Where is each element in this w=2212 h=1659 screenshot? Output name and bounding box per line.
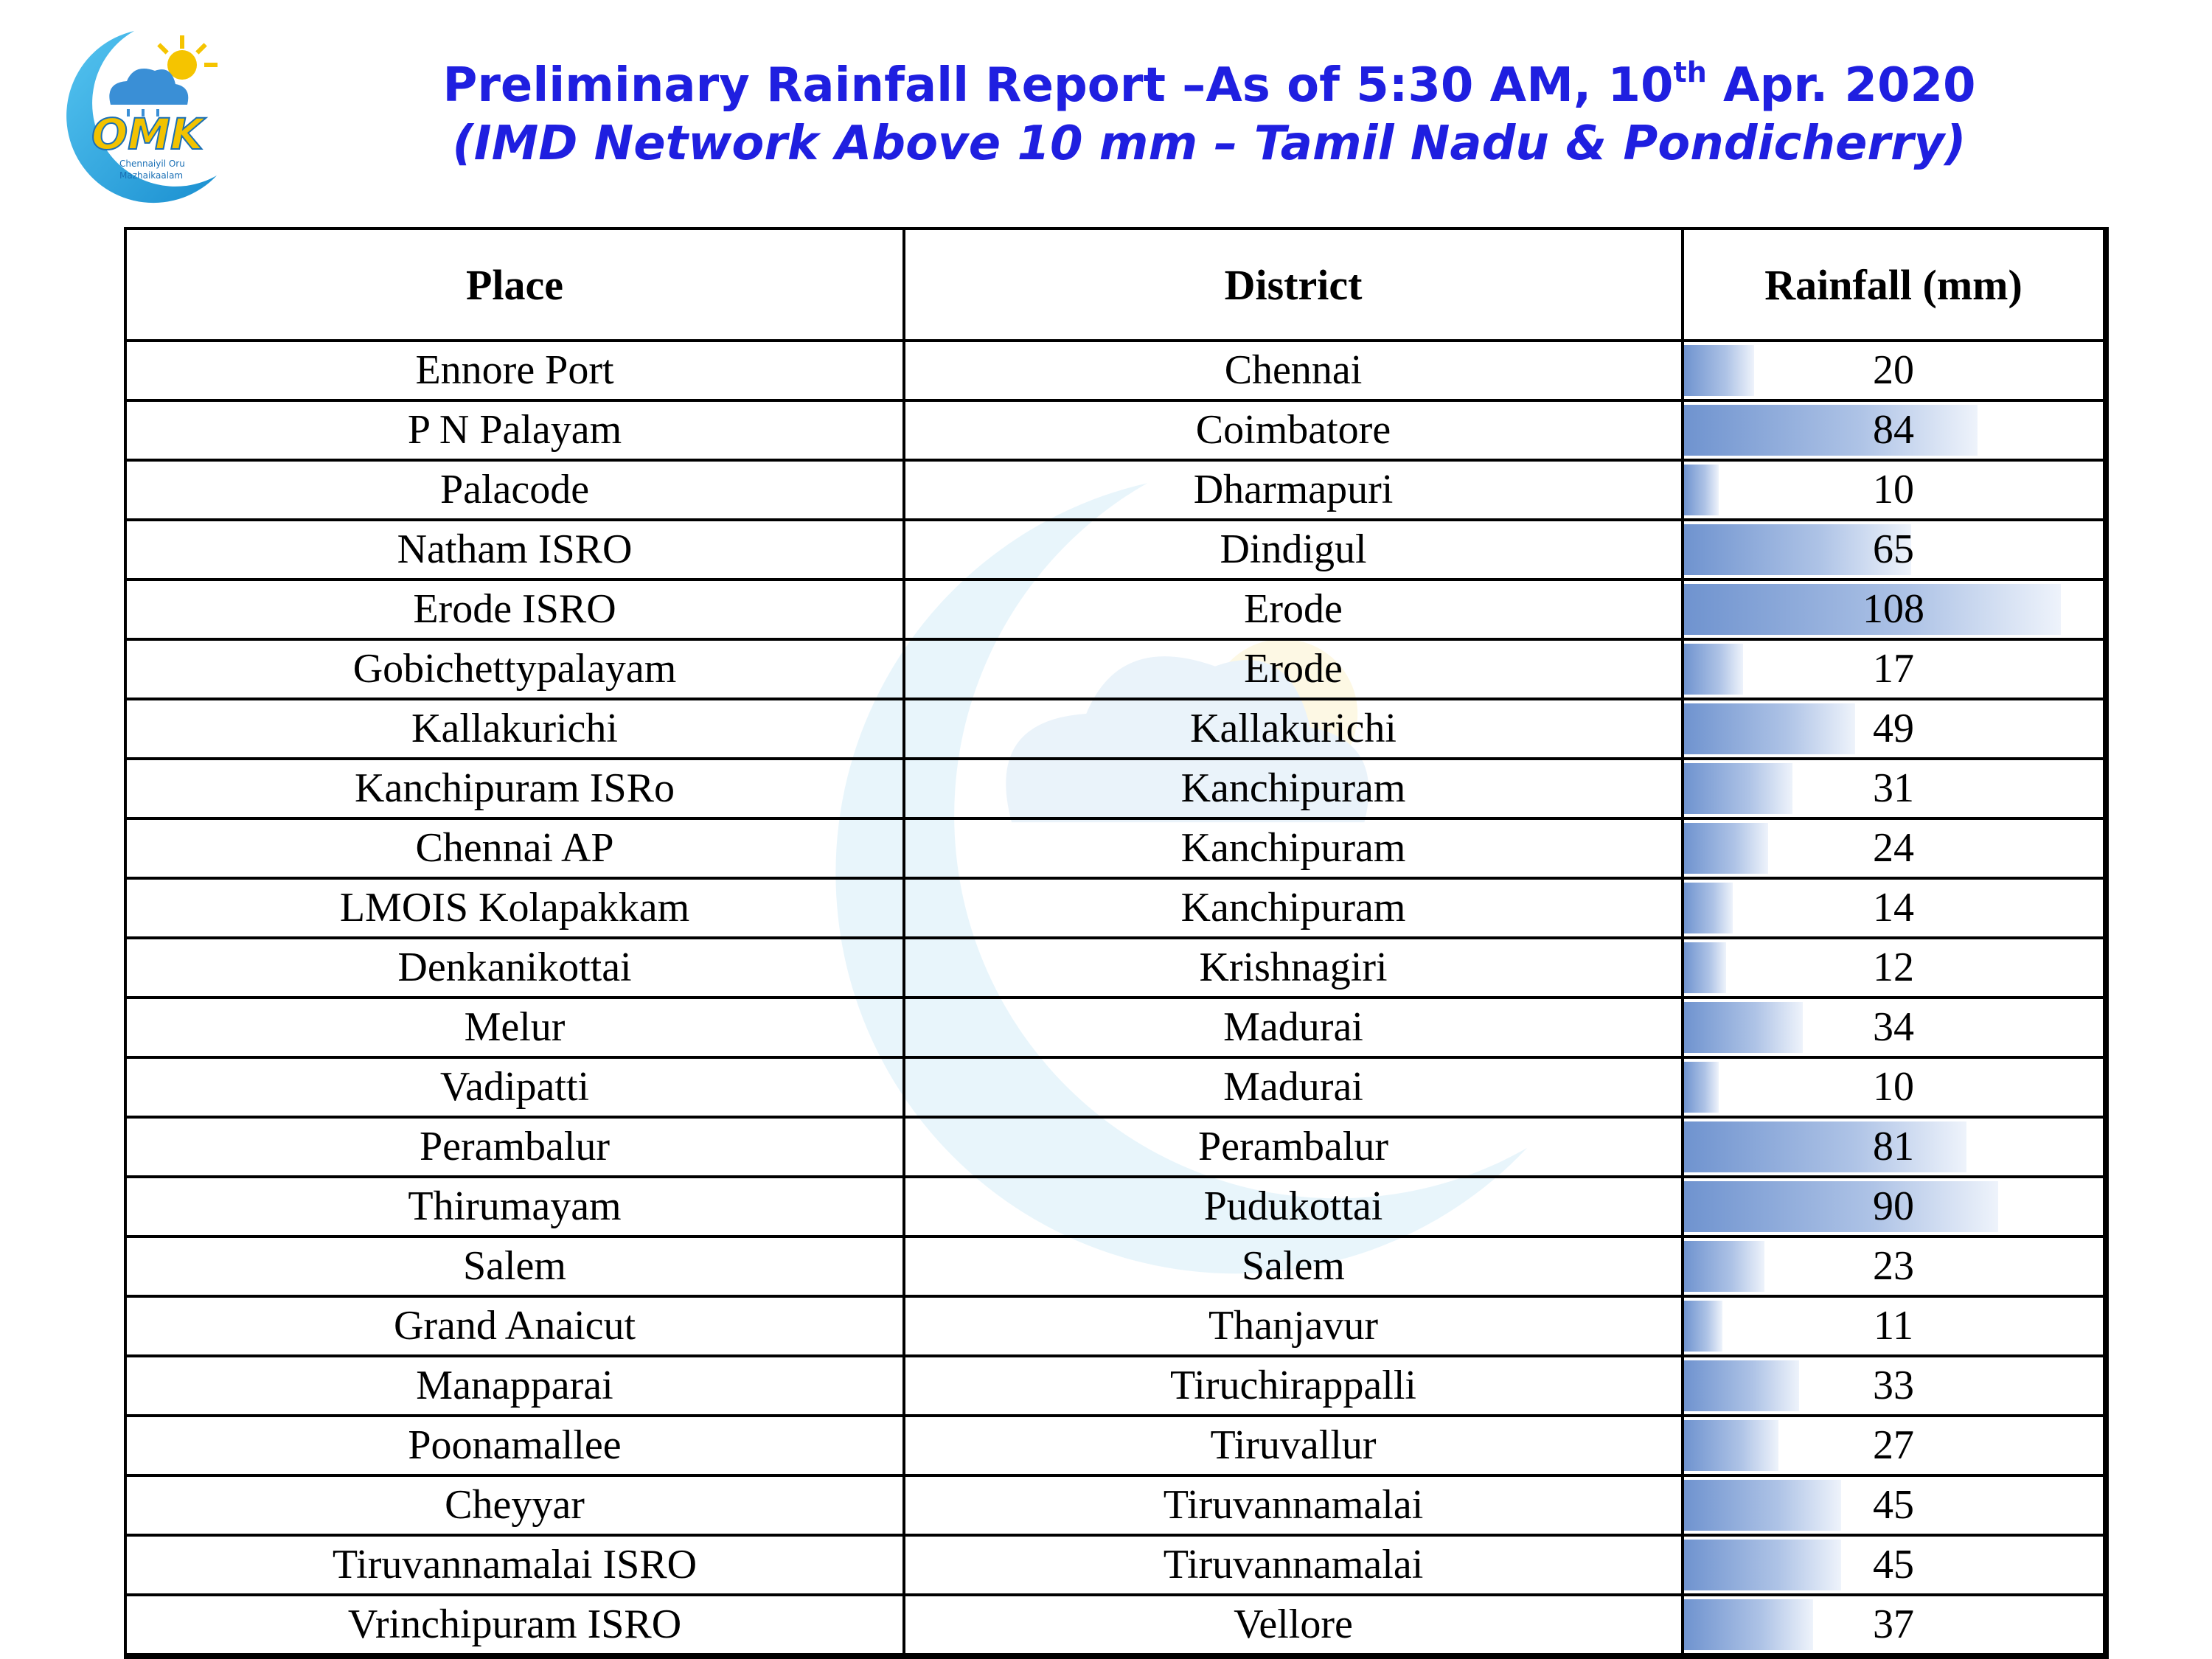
table-row: [125, 1535, 2106, 1595]
rainfall-value: 14: [1873, 885, 1914, 931]
rainfall-value: 10: [1873, 1064, 1914, 1110]
logo-letters: OMK: [91, 109, 204, 159]
rainfall-cell: [1683, 460, 2106, 520]
rainfall-data-bar: [1684, 1480, 1841, 1531]
rainfall-cell: [1683, 341, 2106, 400]
table-row: [125, 639, 2106, 699]
rainfall-value: 11: [1874, 1303, 1913, 1349]
rainfall-data-bar: [1684, 1599, 1813, 1650]
table-row: [125, 1057, 2106, 1117]
table-row: [125, 818, 2106, 878]
table-row: [125, 938, 2106, 998]
rainfall-value: 108: [1863, 586, 1924, 632]
place-cell: Erode ISRO: [125, 580, 904, 639]
table-row: [125, 580, 2106, 639]
table-header-row: [125, 229, 2106, 341]
report-title: [243, 56, 2175, 113]
district-cell: Tiruvallur: [904, 1416, 1683, 1475]
rainfall-value: 33: [1873, 1363, 1914, 1408]
rainfall-cell: [1683, 400, 2106, 460]
rainfall-value: 90: [1873, 1183, 1914, 1229]
title-suffix: Apr. 2020: [1706, 58, 1976, 113]
place-cell: Perambalur: [125, 1117, 904, 1177]
place-cell: Poonamallee: [125, 1416, 904, 1475]
district-cell: Madurai: [904, 998, 1683, 1057]
rainfall-cell: [1683, 1296, 2106, 1356]
rainfall-data-bar: [1684, 644, 1743, 695]
rainfall-data-bar: [1684, 883, 1733, 933]
place-cell: Thirumayam: [125, 1177, 904, 1237]
table-row: [125, 759, 2106, 818]
district-cell: Kallakurichi: [904, 699, 1683, 759]
rainfall-value: 37: [1873, 1601, 1914, 1647]
rainfall-data-bar: [1684, 823, 1768, 874]
rainfall-cell: [1683, 1237, 2106, 1296]
district-cell: Perambalur: [904, 1117, 1683, 1177]
rainfall-data-bar: [1684, 1181, 1998, 1232]
title-sup: th: [1673, 56, 1707, 88]
district-cell: Kanchipuram: [904, 878, 1683, 938]
district-cell: Salem: [904, 1237, 1683, 1296]
rainfall-cell: [1683, 759, 2106, 818]
rainfall-value: 10: [1873, 467, 1914, 512]
district-cell: Coimbatore: [904, 400, 1683, 460]
rainfall-table: [124, 227, 2109, 1659]
rainfall-cell: [1683, 699, 2106, 759]
rainfall-data-bar: [1684, 465, 1719, 515]
rainfall-value: 34: [1873, 1004, 1914, 1050]
rainfall-value: 65: [1873, 526, 1914, 572]
rainfall-data-bar: [1684, 1540, 1841, 1590]
place-cell: Tiruvannamalai ISRO: [125, 1535, 904, 1595]
place-cell: Kanchipuram ISRo: [125, 759, 904, 818]
rainfall-value: 49: [1873, 706, 1914, 751]
district-cell: Vellore: [904, 1595, 1683, 1656]
logo-tagline-2: Mazhaikaalam: [119, 170, 184, 181]
place-cell: Cheyyar: [125, 1475, 904, 1535]
table-row: [125, 1595, 2106, 1656]
district-cell: Dharmapuri: [904, 460, 1683, 520]
rainfall-cell: [1683, 580, 2106, 639]
district-cell: Pudukottai: [904, 1177, 1683, 1237]
rainfall-data-bar: [1684, 942, 1726, 993]
rainfall-data-bar: [1684, 703, 1855, 754]
place-cell: P N Palayam: [125, 400, 904, 460]
table-row: [125, 1356, 2106, 1416]
rainfall-cell: [1683, 998, 2106, 1057]
place-cell: Manapparai: [125, 1356, 904, 1416]
place-cell: Gobichettypalayam: [125, 639, 904, 699]
table-row: [125, 878, 2106, 938]
rainfall-cell: [1683, 1177, 2106, 1237]
rainfall-data-bar: [1684, 1121, 1966, 1172]
rainfall-data-bar: [1684, 1002, 1803, 1053]
rainfall-cell: [1683, 818, 2106, 878]
rainfall-data-bar: [1684, 1360, 1799, 1411]
table-row: [125, 460, 2106, 520]
district-cell: Kanchipuram: [904, 818, 1683, 878]
table-row: [125, 1416, 2106, 1475]
place-cell: Chennai AP: [125, 818, 904, 878]
rainfall-value: 12: [1873, 945, 1914, 990]
table-row: [125, 1296, 2106, 1356]
place-cell: Palacode: [125, 460, 904, 520]
place-cell: Grand Anaicut: [125, 1296, 904, 1356]
district-cell: Erode: [904, 639, 1683, 699]
rainfall-cell: [1683, 938, 2106, 998]
rainfall-value: 17: [1873, 646, 1914, 692]
district-cell: Krishnagiri: [904, 938, 1683, 998]
table-row: [125, 1475, 2106, 1535]
rainfall-value: 31: [1873, 765, 1914, 811]
place-cell: Vrinchipuram ISRO: [125, 1595, 904, 1656]
district-cell: Tiruchirappalli: [904, 1356, 1683, 1416]
rainfall-data-bar: [1684, 1241, 1764, 1292]
rainfall-value: 84: [1873, 407, 1914, 453]
rainfall-data-bar: [1684, 1301, 1722, 1352]
district-cell: Tiruvannamalai: [904, 1475, 1683, 1535]
table-row: [125, 520, 2106, 580]
rainfall-cell: [1683, 1117, 2106, 1177]
rainfall-data-bar: [1684, 1420, 1778, 1471]
report-subtitle: (IMD Network Above 10 mm – Tamil Nadu & Pondicherry): [452, 116, 1966, 171]
table-row: [125, 1117, 2106, 1177]
place-cell: LMOIS Kolapakkam: [125, 878, 904, 938]
rainfall-value: 20: [1873, 347, 1914, 393]
rainfall-cell: [1683, 1057, 2106, 1117]
table-row: [125, 400, 2106, 460]
district-cell: Madurai: [904, 1057, 1683, 1117]
place-cell: Natham ISRO: [125, 520, 904, 580]
place-cell: Salem: [125, 1237, 904, 1296]
rainfall-cell: [1683, 1595, 2106, 1656]
rainfall-cell: [1683, 878, 2106, 938]
rainfall-value: 27: [1873, 1422, 1914, 1468]
rainfall-value: 23: [1873, 1243, 1914, 1289]
district-cell: Dindigul: [904, 520, 1683, 580]
district-cell: Thanjavur: [904, 1296, 1683, 1356]
logo-tagline-1: Chennaiyil Oru: [119, 159, 185, 169]
title-prefix: Preliminary Rainfall Report –As of 5:30 AM, 10: [442, 58, 1674, 113]
rainfall-value: 81: [1873, 1124, 1914, 1169]
rainfall-value: 45: [1873, 1542, 1914, 1587]
place-cell: Kallakurichi: [125, 699, 904, 759]
header-rainfall: Rainfall (mm): [1683, 229, 2106, 341]
rainfall-cell: [1683, 1416, 2106, 1475]
rainfall-value: 24: [1873, 825, 1914, 871]
place-cell: Denkanikottai: [125, 938, 904, 998]
rainfall-data-bar: [1684, 405, 1978, 456]
place-cell: Melur: [125, 998, 904, 1057]
rainfall-cell: [1683, 520, 2106, 580]
rainfall-data-bar: [1684, 763, 1792, 814]
table-row: [125, 998, 2106, 1057]
rainfall-cell: [1683, 1356, 2106, 1416]
table-row: [125, 1177, 2106, 1237]
district-cell: Tiruvannamalai: [904, 1535, 1683, 1595]
rainfall-cell: [1683, 639, 2106, 699]
omk-logo: [24, 22, 230, 206]
district-cell: Erode: [904, 580, 1683, 639]
table-row: [125, 699, 2106, 759]
rainfall-value: 45: [1873, 1482, 1914, 1528]
district-cell: Kanchipuram: [904, 759, 1683, 818]
header-place: Place: [125, 229, 904, 341]
table-row: [125, 1237, 2106, 1296]
rainfall-cell: [1683, 1535, 2106, 1595]
district-cell: Chennai: [904, 341, 1683, 400]
place-cell: Vadipatti: [125, 1057, 904, 1117]
rainfall-data-bar: [1684, 345, 1754, 396]
table-row: [125, 341, 2106, 400]
header-district: District: [904, 229, 1683, 341]
rainfall-data-bar: [1684, 1062, 1719, 1113]
rainfall-cell: [1683, 1475, 2106, 1535]
place-cell: Ennore Port: [125, 341, 904, 400]
